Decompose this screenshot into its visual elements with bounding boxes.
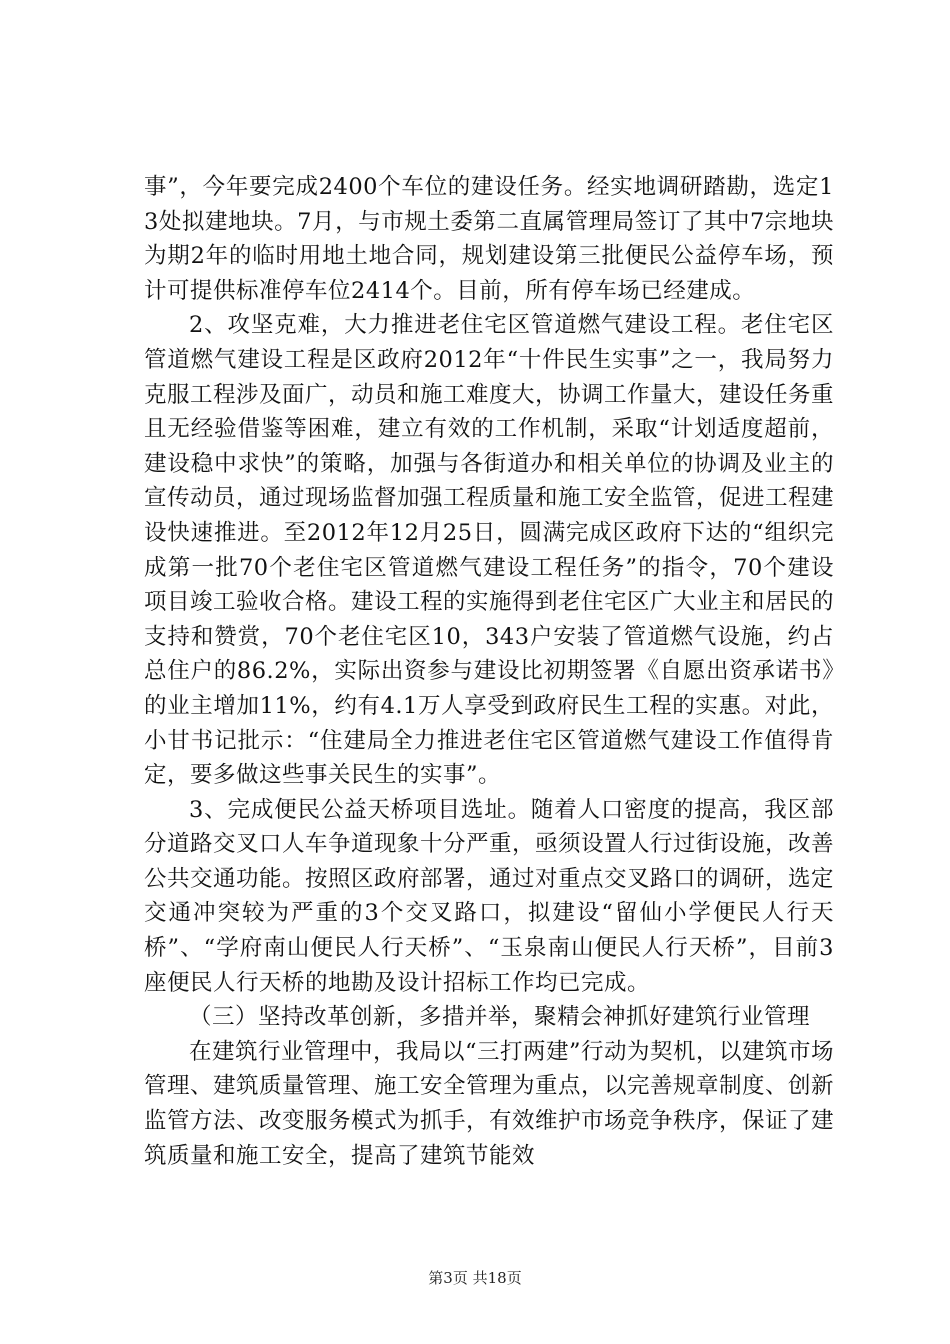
paragraph-construction-management: 在建筑行业管理中，我局以“三打两建”行动为契机，以建筑市场管理、建筑质量管理、施工安全管理为重点，以完善规章制度、创新监管方法、改变服务模式为抓手，有效维护市场竞争秩序，保证了建筑质量和施工安全，提高了建筑节能效 — [144, 1038, 835, 1169]
document-body — [144, 170, 834, 1173]
page-number-footer: 第3页 共18页 — [428, 1269, 522, 1287]
paragraph-pedestrian-bridge: 3、完成便民公益天桥项目选址。随着人口密度的提高，我区部分道路交叉口人车争道现象十分严重，亟须设置人行过街设施，改善公共交通功能。按照区政府部署，通过对重点交叉路口的调研，选定交通冲突较为严重的3个交叉路口，拟建设“留仙小学便民人行天桥”、“学府南山便民人行天桥”、“玉泉南山便民人行天桥”，目前3座便民人行天桥的地勘及设计招标工作均已完成。 — [144, 796, 835, 996]
section-heading-construction-management: （三）坚持改革创新，多措并举，聚精会神抓好建筑行业管理 — [189, 1004, 811, 1031]
paragraph-parking-continued: 事”，今年要完成2400个车位的建设任务。经实地调研踏勘，选定13处拟建地块。7月，与市规土委第二直属管理局签订了其中7宗地块为期2年的临时用地土地合同，规划建设第三批便民公益停车场，预计可提供标准停车位2414个。目前，所有停车场已经建成。 — [144, 174, 834, 304]
paragraph-gas-pipeline: 2、攻坚克难，大力推进老住宅区管道燃气建设工程。老住宅区管道燃气建设工程是区政府2012年“十件民生实事”之一，我局努力克服工程涉及面广，动员和施工难度大，协调工作量大，建设任务重且无经验借鉴等困难，建立有效的工作机制，采取“计划适度超前，建设稳中求快”的策略，加强与各街道办和相关单位的协调及业主的宣传动员，通过现场监督加强工程质量和施工安全监管，促进工程建设快速推进。至2012年12月25日，圆满完成区政府下达的“组织完成第一批70个老住宅区管道燃气建设工程任务”的指令，70个建设项目竣工验收合格。建设工程的实施得到老住宅区广大业主和居民的支持和赞赏，70个老住宅区10，343户安装了管道燃气设施，约占总住户的86.2%，实际出资参与建设比初期签署《自愿出资承诺书》的业主增加11%，约有4.1万人享受到政府民生工程的实惠。对此，小甘书记批示：“住建局全力推进老住宅区管道燃气建设工作值得肯定，要多做这些事关民生的实事”。 — [144, 312, 835, 789]
